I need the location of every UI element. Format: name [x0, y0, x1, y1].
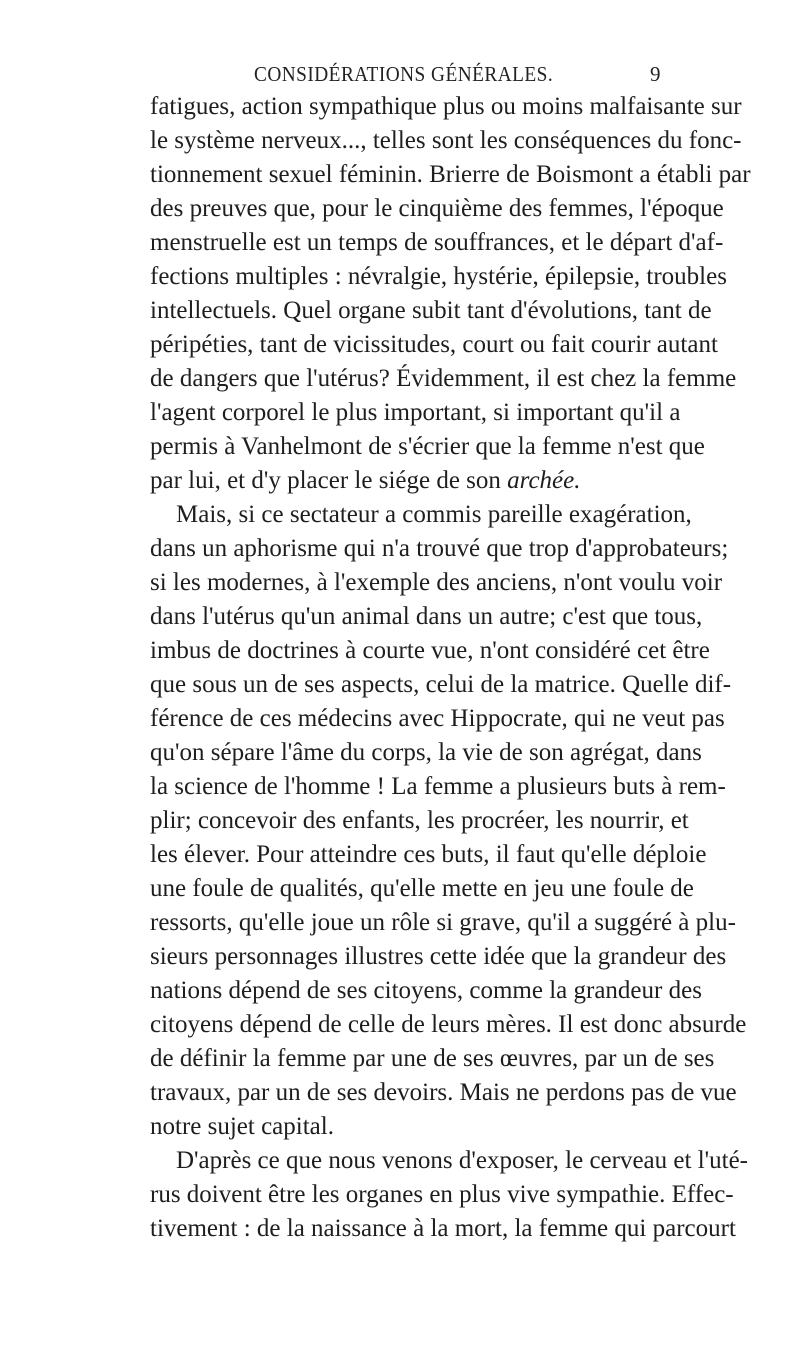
text-line: si les modernes, à l'exemple des anciens, n'ont voulu voir	[150, 569, 723, 596]
text-line: les élever. Pour atteindre ces buts, il faut qu'elle déploie	[150, 841, 707, 868]
paragraph-start-line: D'après ce que nous venons d'exposer, le cerveau et l'uté-	[176, 1147, 749, 1174]
page-header	[0, 62, 801, 92]
paragraph-start-line: Mais, si ce sectateur a commis pareille exagération,	[176, 501, 692, 528]
text-line: des preuves que, pour le cinquième des femmes, l'époque	[150, 195, 724, 222]
text-line: de dangers que l'utérus? Évidemment, il est chez la femme	[150, 365, 737, 392]
text-line: la science de l'homme ! La femme a plusieurs buts à rem-	[150, 773, 726, 800]
text-line: le système nerveux..., telles sont les conséquences du fonc-	[150, 127, 742, 154]
text-line: tivement : de la naissance à la mort, la femme qui parcourt	[150, 1215, 736, 1242]
text-line: que sous un de ses aspects, celui de la matrice. Quelle dif-	[150, 671, 732, 698]
text-line: fections multiples : névralgie, hystérie, épilepsie, troubles	[150, 263, 727, 290]
text-line: tionnement sexuel féminin. Brierre de Boismont a établi par	[150, 161, 751, 188]
text-line: menstruelle est un temps de souffrances, et le départ d'af-	[150, 229, 724, 256]
text-line: plir; concevoir des enfants, les procréer, les nourrir, et	[150, 807, 689, 834]
text-line: imbus de doctrines à courte vue, n'ont considéré cet être	[150, 637, 710, 664]
text-line: l'agent corporel le plus important, si important qu'il a	[150, 399, 681, 426]
text-line: permis à Vanhelmont de s'écrier que la femme n'est que	[150, 433, 705, 460]
text-line: qu'on sépare l'âme du corps, la vie de son agrégat, dans	[150, 739, 702, 766]
text-line: rus doivent être les organes en plus vive sympathie. Effec-	[150, 1181, 734, 1208]
text-line: intellectuels. Quel organe subit tant d'évolutions, tant de	[150, 297, 712, 324]
italic-term: archée.	[507, 467, 581, 494]
text-line: fatigues, action sympathique plus ou moins malfaisante sur	[150, 93, 742, 120]
text-line: dans l'utérus qu'un animal dans un autre; c'est que tous,	[150, 603, 703, 630]
text-line: dans un aphorisme qui n'a trouvé que trop d'approbateurs;	[150, 535, 729, 562]
text-line: citoyens dépend de celle de leurs mères. Il est donc absurde	[150, 1011, 747, 1038]
text-line: férence de ces médecins avec Hippocrate, qui ne veut pas	[150, 705, 725, 732]
paragraph-end-line: notre sujet capital.	[150, 1113, 334, 1140]
text-segment: par lui, et d'y placer le siége de son	[150, 467, 501, 494]
text-line: de définir la femme par une de ses œuvres, par un de ses	[150, 1045, 715, 1072]
text-line: nations dépend de ses citoyens, comme la grandeur des	[150, 977, 702, 1004]
text-line: sieurs personnages illustres cette idée que la grandeur des	[150, 943, 727, 970]
text-line: travaux, par un de ses devoirs. Mais ne perdons pas de vue	[150, 1079, 737, 1106]
text-line-with-italic	[150, 464, 656, 498]
text-line: une foule de qualités, qu'elle mette en jeu une foule de	[150, 875, 694, 902]
page-number: 9	[650, 62, 661, 86]
text-line: ressorts, qu'elle joue un rôle si grave, qu'il a suggéré à plu-	[150, 909, 736, 936]
text-line: péripéties, tant de vicissitudes, court ou fait courir autant	[150, 331, 718, 358]
running-head: CONSIDÉRATIONS GÉNÉRALES.	[254, 62, 554, 86]
